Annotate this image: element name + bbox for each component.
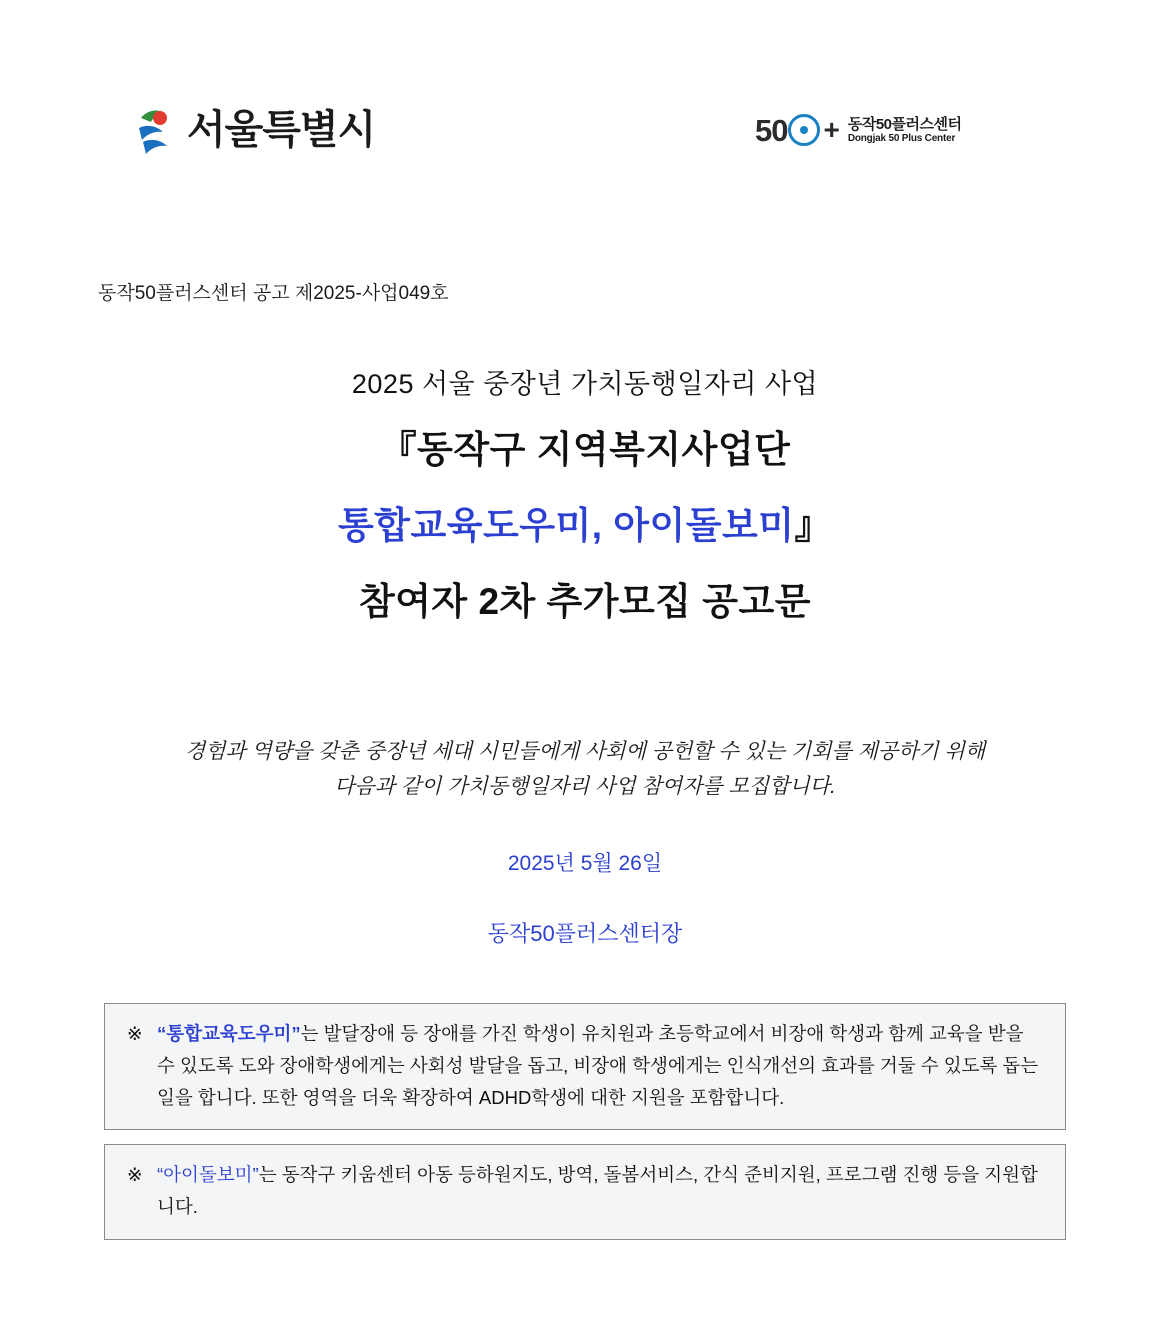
fifty-digit-5: 50 <box>755 112 788 148</box>
page-title-line-2-keyword: 통합교육도우미, 아이돌보미 <box>338 505 795 546</box>
document-header <box>0 96 1170 176</box>
page-title-closing-bracket: 』 <box>794 505 832 546</box>
note-marker-2: ※ <box>127 1164 143 1186</box>
note-box-integrated-education-helper <box>104 1003 1066 1130</box>
page-title-line-2 <box>0 495 1170 549</box>
ring-zero-icon <box>788 114 820 146</box>
dongjak-logo-names <box>848 116 962 145</box>
seoul-city-logo <box>133 104 375 156</box>
title-block <box>0 362 1170 625</box>
intro-paragraph <box>0 735 1170 804</box>
note-marker-1: ※ <box>127 1023 143 1044</box>
note-box-child-care-helper <box>104 1144 1066 1240</box>
intro-line-1: 경험과 역량을 갖춘 중장년 세대 시민들에게 사회에 공헌할 수 있는 기회를 제공하기 위해 <box>184 740 986 763</box>
program-subtitle: 2025 서울 중장년 가치동행일자리 사업 <box>351 369 819 399</box>
note-body-2: 는 동작구 키움센터 아동 등하원지도, 방역, 돌봄서비스, 간식 준비지원, 프로그램 진행 등을 지원합니다. <box>157 1164 1038 1218</box>
note-keyword-1: “통합교육도우미” <box>157 1023 301 1044</box>
plus-sign: + <box>823 114 839 145</box>
seoul-city-wordmark: 서울특별시 <box>187 108 376 152</box>
note-keyword-2: “아이돌보미” <box>157 1164 259 1186</box>
seoul-brand-mark-icon <box>133 104 177 156</box>
fifty-plus-mark-icon <box>755 114 839 146</box>
note-body-1: 는 발달장애 등 장애를 가진 학생이 유치원과 초등학교에서 비장애 학생과 함께 교육을 받을 수 있도록 도와 장애학생에게는 사회성 발달을 돕고, 비장애 학생에게는 인식개선의 효과를 거둘 수 있도록 돕는 일을 합니다. 또한 영역을 더욱 확장하여 ADHD학생에 대한 지원을 포함합니다. <box>157 1023 1039 1108</box>
dongjak-name-kr: 동작50플러스센터 <box>847 115 962 133</box>
dongjak-50plus-logo <box>755 114 961 146</box>
page-title-line-3: 참여자 2차 추가모집 공고문 <box>358 581 812 622</box>
notes-section <box>104 1003 1066 1240</box>
intro-line-2: 다음과 같이 가치동행일자리 사업 참여자를 모집합니다. <box>334 774 836 798</box>
announcement-date: 2025년 5월 26일 <box>507 852 663 875</box>
announcement-signer: 동작50플러스센터장 <box>487 921 683 946</box>
dongjak-name-en: Dongjak 50 Plus Center <box>847 132 956 144</box>
notice-number: 동작50플러스센터 공고 제2025-사업049호 <box>98 283 449 304</box>
page-title-line-1: 『동작구 지역복지사업단 <box>379 429 791 470</box>
